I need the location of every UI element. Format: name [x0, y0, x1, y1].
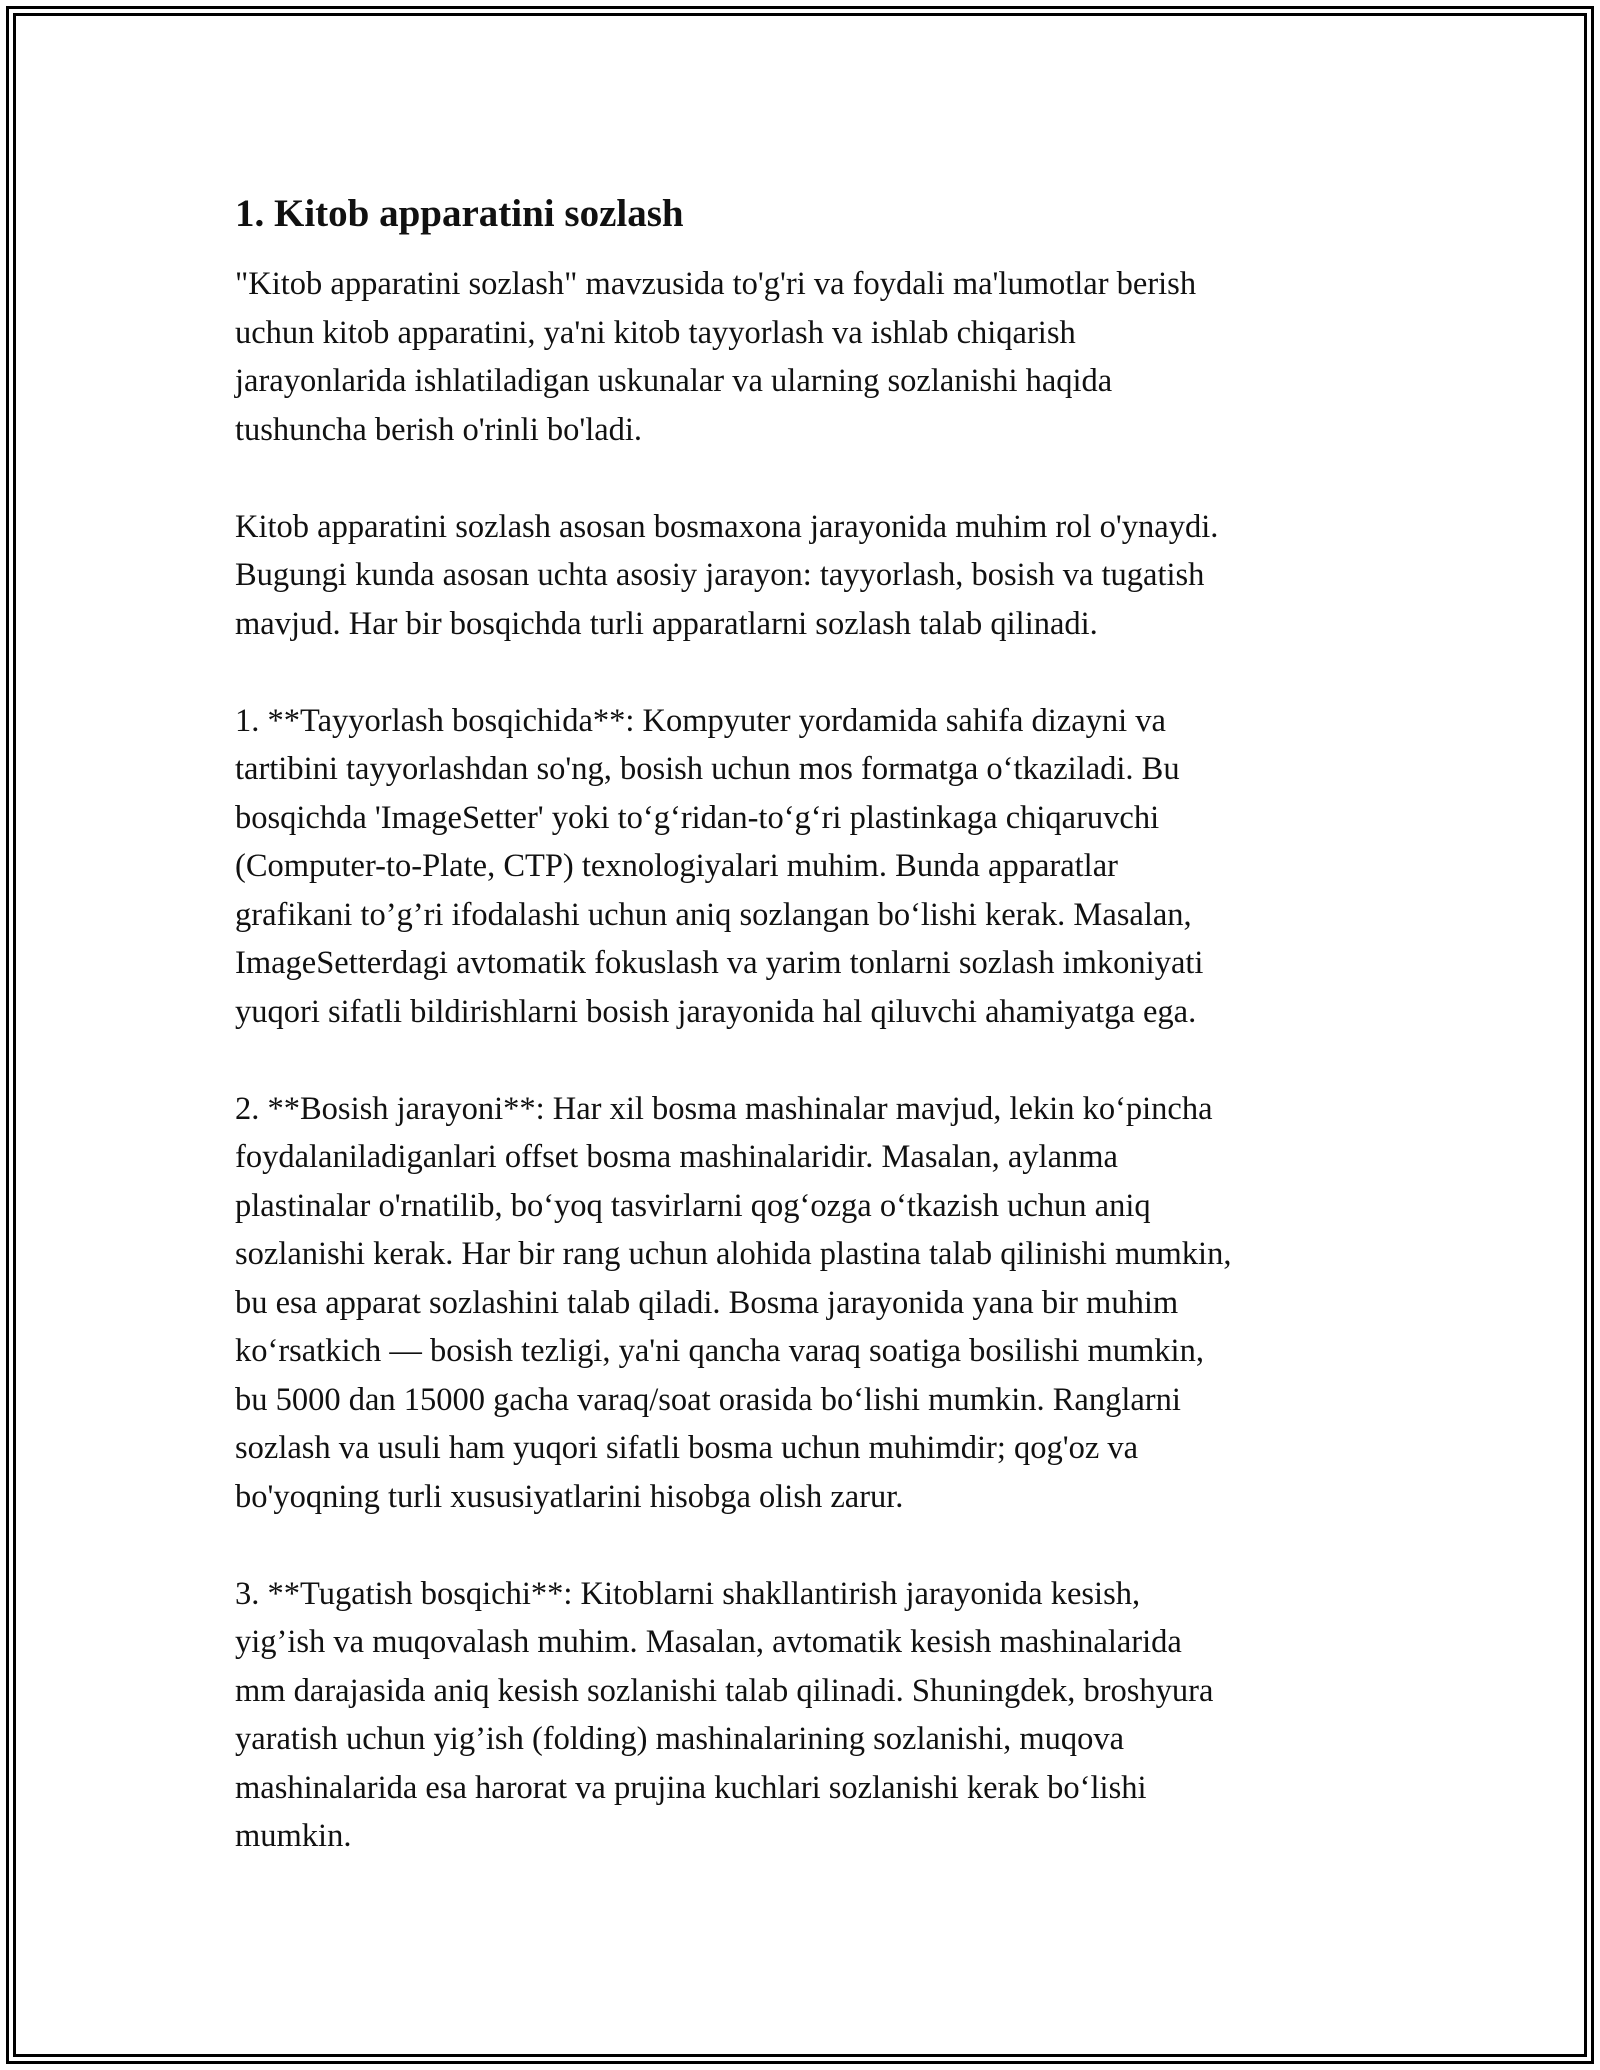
- text-line: ImageSetterdagi avtomatik fokuslash va yarim tonlarni sozlash imkoniyati: [235, 945, 1204, 981]
- text-line: tushuncha berish o'rinli bo'ladi.: [235, 411, 643, 448]
- text-line: mavjud. Har bir bosqichda turli apparatlarni sozlash talab qilinadi.: [235, 605, 1098, 642]
- text-line: jarayonlarida ishlatiladigan uskunalar va ularning sozlanishi haqida: [235, 363, 1113, 399]
- text-line: bosqichda 'ImageSetter' yoki to‘g‘ridan-to‘g‘ri plastinkaga chiqaruvchi: [235, 799, 1160, 836]
- text-line: mumkin.: [235, 1818, 352, 1854]
- text-line: bo'yoqning turli xususiyatlarini hisobga olish zarur.: [235, 1478, 904, 1515]
- text-line: grafikani to’g’ri ifodalashi uchun aniq sozlangan bo‘lishi kerak. Masalan,: [235, 896, 1192, 933]
- text-line: sozlash va usuli ham yuqori sifatli bosma uchun muhimdir; qog'oz va: [235, 1430, 1139, 1466]
- text-line: Kitob apparatini sozlash asosan bosmaxona jarayonida muhim rol o'ynaydi.: [235, 508, 1219, 545]
- text-line: foydalaniladiganlari offset bosma mashinalaridir. Masalan, aylanma: [235, 1139, 1118, 1175]
- document-body: [235, 188, 1375, 1909]
- text-line: bu 5000 dan 15000 gacha varaq/soat orasida bo‘lishi mumkin. Ranglarni: [235, 1381, 1181, 1418]
- text-line: uchun kitob apparatini, ya'ni kitob tayyorlash va ishlab chiqarish: [235, 314, 1076, 351]
- paragraph-intro: [235, 260, 1375, 454]
- text-line: yuqori sifatli bildirishlarni bosish jarayonida hal qiluvchi ahamiyatga ega.: [235, 993, 1197, 1030]
- text-line: mashinalarida esa harorat va prujina kuchlari sozlanishi kerak bo‘lishi: [235, 1769, 1147, 1806]
- text-line: sozlanishi kerak. Har bir rang uchun alohida plastina talab qilinishi mumkin,: [235, 1236, 1232, 1272]
- text-line: yig’ish va muqovalash muhim. Masalan, avtomatik kesish mashinalarida: [235, 1624, 1182, 1660]
- text-line: yaratish uchun yig’ish (folding) mashinalarining sozlanishi, muqova: [235, 1721, 1125, 1757]
- paragraph-preparation: [235, 697, 1375, 1037]
- text-line: mm darajasida aniq kesish sozlanishi talab qilinadi. Shuningdek, broshyura: [235, 1672, 1214, 1709]
- paragraph-printing: [235, 1085, 1375, 1522]
- text-line: bu esa apparat sozlashini talab qiladi. Bosma jarayonida yana bir muhim: [235, 1284, 1179, 1321]
- text-line: 1. **Tayyorlash bosqichida**: Kompyuter yordamida sahifa dizayni va: [235, 702, 1166, 739]
- text-line: plastinalar o'rnatilib, bo‘yoq tasvirlarni qog‘ozga o‘tkazish uchun aniq: [235, 1187, 1151, 1224]
- text-line: ko‘rsatkich — bosish tezligi, ya'ni qancha varaq soatiga bosilishi mumkin,: [235, 1333, 1204, 1369]
- document-heading: 1. Kitob apparatini sozlash: [235, 192, 684, 235]
- text-line: Bugungi kunda asosan uchta asosiy jarayon: tayyorlash, bosish va tugatish: [235, 557, 1205, 593]
- paragraph-overview: [235, 503, 1375, 649]
- paragraph-finishing: [235, 1570, 1375, 1861]
- text-line: (Computer-to-Plate, CTP) texnologiyalari muhim. Bunda apparatlar: [235, 848, 1118, 884]
- text-line: 2. **Bosish jarayoni**: Har xil bosma mashinalar mavjud, lekin ko‘pincha: [235, 1090, 1213, 1127]
- text-line: tartibini tayyorlashdan so'ng, bosish uchun mos formatga o‘tkaziladi. Bu: [235, 751, 1180, 787]
- text-line: "Kitob apparatini sozlash" mavzusida to'g'ri va foydali ma'lumotlar berish: [235, 266, 1197, 302]
- text-line: 3. **Tugatish bosqichi**: Kitoblarni shakllantirish jarayonida kesish,: [235, 1575, 1141, 1612]
